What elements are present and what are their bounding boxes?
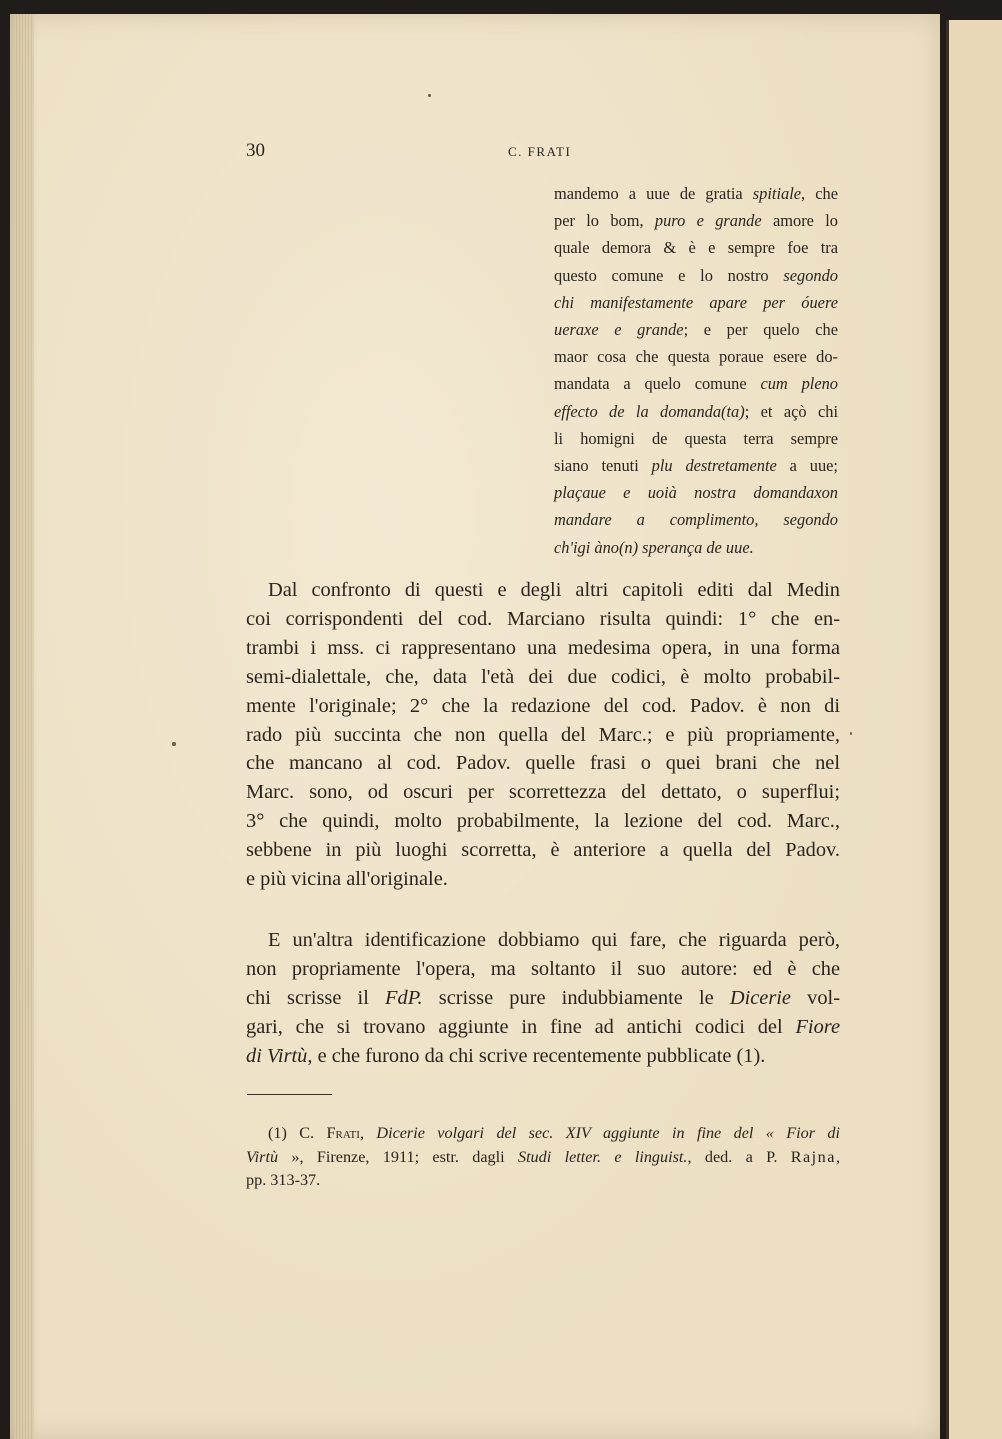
- quote-line: siano tenuti plu destretamente a uue;: [554, 456, 838, 476]
- quote-line: mandata a quelo comune cum pleno: [554, 374, 838, 394]
- quote-line: effecto de la domanda(ta); et açò chi: [554, 401, 838, 421]
- paragraph-line: trambi i mss. ci rappresentano una medesima opera, in una forma: [246, 636, 840, 659]
- quote-line: per lo bom, puro e grande amore lo: [554, 211, 838, 231]
- footnote-line: (1) C. Frati, Dicerie volgari del sec. XIV aggiunte in fine del « Fior di: [268, 1124, 841, 1142]
- adjacent-page-edge: [946, 20, 1002, 1439]
- quote-line: maor cosa che questa poraue esere do-: [554, 347, 838, 367]
- quote-line: chi manifestamente apare per óuere: [554, 292, 838, 312]
- footnote-line: pp. 313-37.: [246, 1171, 321, 1189]
- page-header: [246, 140, 840, 170]
- paragraph-line: E un'altra identificazione dobbiamo qui fare, che riguarda però,: [268, 929, 840, 951]
- paragraph-line: chi scrisse il FdP. scrisse pure indubbiamente le Dicerie vol-: [246, 986, 840, 1009]
- paragraph-line: rado più succinta che non quella del Marc.; e più propriamente,: [246, 723, 840, 746]
- quote-line: questo comune e lo nostro segondo: [554, 265, 838, 285]
- paragraph-line: sebbene in più luoghi scorretta, è anteriore a quella del Padov.: [246, 839, 840, 862]
- paragraph-identification: [246, 926, 840, 1071]
- paragraph-line: 3° che quindi, molto probabilmente, la lezione del cod. Marc.,: [246, 810, 840, 833]
- quote-line: ch'igi àno(n) sperança de uue.: [554, 537, 754, 557]
- paper-speck: [172, 742, 176, 746]
- footnote-line: Virtù », Firenze, 1911; estr. dagli Studi letter. e linguist., ded. a P. Rajna,: [246, 1147, 841, 1166]
- paragraph-comparison: [246, 576, 840, 894]
- quoted-passage: [554, 180, 838, 561]
- paragraph-line: e più vicina all'originale.: [246, 868, 448, 891]
- paragraph-line: che mancano al cod. Padov. quelle frasi o quei brani che nel: [246, 752, 840, 775]
- paragraph-line: semi-dialettale, che, data l'età dei due codici, è molto probabil-: [246, 665, 840, 688]
- paragraph-line: Marc. sono, od oscuri per scorrettezza del dettato, o superflui;: [246, 781, 840, 804]
- paragraph-line: di Virtù, e che furono da chi scrive recentemente pubblicate (1).: [246, 1044, 766, 1067]
- footnote: [246, 1122, 840, 1193]
- quote-line: mandemo a uue de gratia spitiale, che: [554, 184, 838, 203]
- running-head: C. FRATI: [508, 144, 572, 159]
- paragraph-line: coi corrispondenti del cod. Marciano risulta quindi: 1° che en-: [246, 607, 840, 630]
- footnote-rule: [247, 1094, 332, 1095]
- paragraph-line: mente l'originale; 2° che la redazione del cod. Padov. è non di: [246, 694, 840, 717]
- page-stack-edge: [14, 14, 34, 1439]
- page-number: 30: [246, 140, 265, 161]
- paragraph-line: gari, che si trovano aggiunte in fine ad antichi codici del Fiore: [246, 1015, 840, 1038]
- paper-speck: [850, 732, 852, 735]
- quote-line: li homigni de questa terra sempre: [554, 428, 838, 448]
- quote-line: ueraxe e grande; e per quelo che: [554, 320, 838, 340]
- paper-speck: [428, 94, 431, 97]
- quote-line: quale demora & è e sempre foe tra: [554, 238, 838, 258]
- paragraph-line: non propriamente l'opera, ma soltanto il suo autore: ed è che: [246, 957, 840, 980]
- quote-line: plaçaue e uoià nostra domandaxon: [554, 483, 838, 503]
- quote-line: mandare a complimento, segondo: [554, 510, 838, 530]
- paragraph-line: Dal confronto di questi e degli altri capitoli editi dal Medin: [268, 579, 840, 601]
